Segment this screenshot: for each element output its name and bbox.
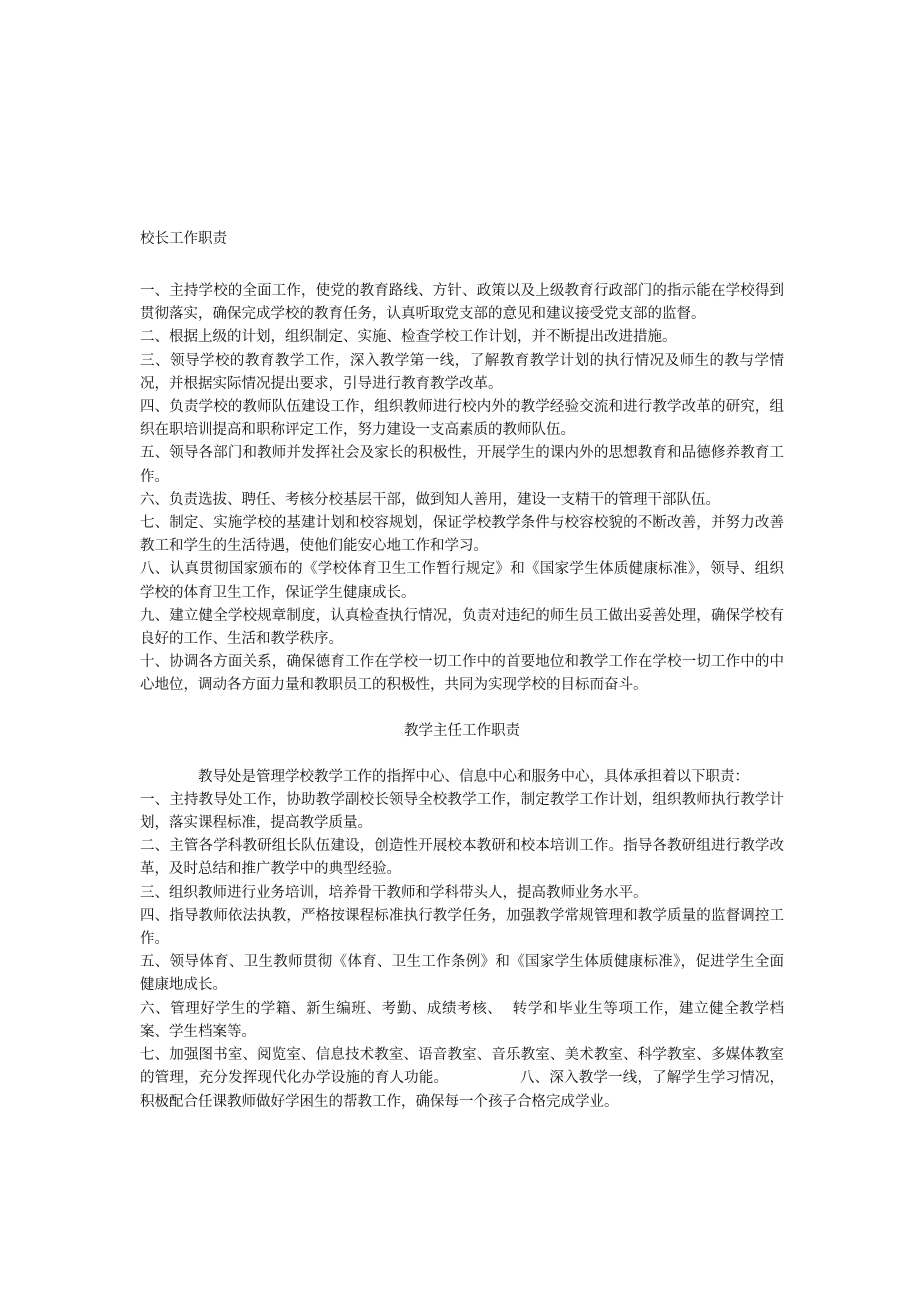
principal-duty-9: 九、建立健全学校规章制度，认真检查执行情况，负责对违纪的师生员工做出妥善处理，确保学校有良好的工作、生活和教学秩序。 — [140, 607, 784, 648]
document-body — [140, 222, 784, 1114]
principal-duty-10: 十、协调各方面关系，确保德育工作在学校一切工作中的首要地位和教学工作在学校一切工作中的中心地位，调动各方面力量和教职员工的积极性，共同为实现学校的目标而奋斗。 — [140, 654, 784, 694]
director-duty-5: 五、领导体育、卫生教师贯彻《体育、卫生工作条例》和《国家学生体质健康标准》，促进学生全面健康地成长。 — [140, 954, 784, 994]
principal-duties-title: 校长工作职责 — [140, 231, 227, 247]
principal-duty-6: 六、负责选拔、聘任、考核分校基层干部，做到知人善用，建设一支精干的管理干部队伍。 — [140, 491, 720, 508]
principal-duty-3: 三、领导学校的教育教学工作，深入教学第一线，了解教育教学计划的执行情况及师生的教与学情况，并根据实际情况提出要求，引导进行教育教学改革。 — [140, 352, 784, 392]
principal-duty-7: 七、制定、实施学校的基建计划和校容规划，保证学校教学条件与校容校貌的不断改善，并努力改善教工和学生的生活待遇，使他们能安心地工作和学习。 — [140, 515, 784, 555]
director-duty-1: 一、主持教导处工作，协助教学副校长领导全校教学工作，制定教学工作计划，组织教师执行教学计划，落实课程标准，提高教学质量。 — [140, 791, 784, 832]
principal-duty-1: 一、主持学校的全面工作，使党的教育路线、方针、政策以及上级教育行政部门的指示能在学校得到贯彻落实，确保完成学校的教育任务，认真听取党支部的意见和建议接受党支部的监督。 — [140, 283, 784, 323]
principal-duty-4: 四、负责学校的教师队伍建设工作，组织教师进行校内外的教学经验交流和进行教学改革的研究，组织在职培训提高和职称评定工作，努力建设一支高素质的教师队伍。 — [140, 399, 784, 439]
principal-duty-5: 五、领导各部门和教师并发挥社会及家长的积极性，开展学生的课内外的思想教育和品德修养教育工作。 — [140, 445, 784, 485]
principal-duty-2: 二、根据上级的计划，组织制定、实施、检查学校工作计划，并不断提出改进措施。 — [140, 329, 677, 346]
director-duty-3: 三、组织教师进行业务培训，培养骨干教师和学科带头人，提高教师业务水平。 — [140, 884, 648, 901]
principal-duty-8: 八、认真贯彻国家颁布的《学校体育卫生工作暂行规定》和《国家学生体质健康标准》，领导、组织学校的体育卫生工作，保证学生健康成长。 — [140, 561, 784, 601]
director-duty-6: 六、管理好学生的学籍、新生编班、考勤、成绩考核、 转学和毕业生等项工作，建立健全教学档案、学生档案等。 — [140, 1000, 784, 1040]
academic-director-duties-title: 教学主任工作职责 — [404, 722, 520, 739]
director-duty-2: 二、主管各学科教研组长队伍建设，创造性开展校本教研和校本培训工作。指导各教研组进行教学改革，及时总结和推广教学中的典型经验。 — [140, 838, 784, 878]
director-duty-7-8: 七、加强图书室、阅览室、信息技术教室、语音教室、音乐教室、美术教室、科学教室、多媒体教室的管理，充分发挥现代化办学设施的育人功能。 八、深入教学一线，了解学生学习情况，积极配合任课教师做好学困生的帮教工作，确保每一个孩子合格完成学业。 — [140, 1047, 784, 1110]
academic-director-intro: 教导处是管理学校教学工作的指挥中心、信息中心和服务中心，具体承担着以下职责： — [198, 768, 749, 785]
director-duty-4: 四、指导教师依法执教，严格按课程标准执行教学任务，加强教学常规管理和教学质量的监督调控工作。 — [140, 907, 784, 948]
